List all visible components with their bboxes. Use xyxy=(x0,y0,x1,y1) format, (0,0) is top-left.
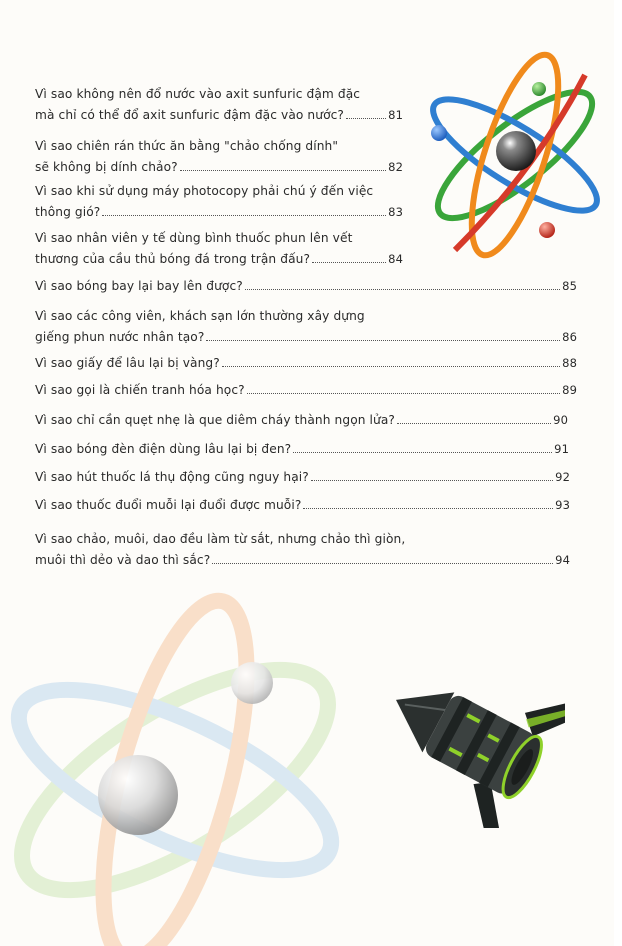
leader-dots xyxy=(397,423,551,424)
leader-dots xyxy=(311,480,553,481)
leader-dots xyxy=(312,262,386,263)
toc-entry-title: Vì sao nhân viên y tế dùng bình thuốc phun lên vết xyxy=(35,231,353,245)
toc-entry[interactable] xyxy=(35,495,570,516)
toc-entry[interactable] xyxy=(35,136,403,178)
leader-dots xyxy=(180,170,386,171)
leader-dots xyxy=(245,289,560,290)
toc-entry-title: Vì sao chiên rán thức ăn bằng "chảo chống dính" xyxy=(35,139,339,153)
leader-dots xyxy=(293,452,552,453)
toc-entry[interactable] xyxy=(35,276,577,297)
page-number: 93 xyxy=(555,498,570,512)
leader-dots xyxy=(346,118,386,119)
leader-dots xyxy=(303,508,553,509)
page-number: 82 xyxy=(388,160,403,174)
leader-dots xyxy=(222,366,560,367)
toc-entry-title: Vì sao không nên đổ nước vào axit sunfuric đậm đặc xyxy=(35,87,361,101)
toc-entry-title: thương của cầu thủ bóng đá trong trận đấu? xyxy=(35,252,311,266)
leader-dots xyxy=(247,393,560,394)
toc-entry-title: mà chỉ có thể đổ axit sunfuric đậm đặc vào nước? xyxy=(35,108,344,122)
page-number: 89 xyxy=(562,383,577,397)
toc-entry-title: Vì sao khi sử dụng máy photocopy phải chú ý đến việc xyxy=(35,184,374,198)
toc-entry-title: Vì sao bóng đèn điện dùng lâu lại bị đen? xyxy=(35,442,292,456)
toc-entry-title: Vì sao gọi là chiến tranh hóa học? xyxy=(35,383,245,397)
leader-dots xyxy=(206,340,560,341)
toc-entry-title: giếng phun nước nhân tạo? xyxy=(35,330,205,344)
page-number: 85 xyxy=(562,279,577,293)
toc-entry[interactable] xyxy=(35,410,568,431)
toc-entry-title: Vì sao chảo, muôi, dao đều làm từ sắt, nhưng chảo thì giòn, xyxy=(35,532,406,546)
toc-entry[interactable] xyxy=(35,181,403,223)
page-number: 90 xyxy=(553,413,568,427)
toc-entry[interactable] xyxy=(35,380,577,401)
toc-entry[interactable] xyxy=(35,306,577,348)
toc-entry[interactable] xyxy=(35,439,569,460)
page-number: 83 xyxy=(388,205,403,219)
toc-entry[interactable] xyxy=(35,467,570,488)
page-number: 84 xyxy=(388,252,403,266)
toc-entry[interactable] xyxy=(35,353,577,374)
leader-dots xyxy=(102,215,386,216)
page-number: 88 xyxy=(562,356,577,370)
leader-dots xyxy=(212,563,553,564)
toc-entry-title: sẽ không bị dính chảo? xyxy=(35,160,178,174)
page-edge xyxy=(614,0,622,946)
toc-entry[interactable] xyxy=(35,84,403,126)
toc-entry[interactable] xyxy=(35,228,403,270)
toc-entry[interactable] xyxy=(35,529,570,571)
toc-entry-title: thông gió? xyxy=(35,205,101,219)
toc-entry-title: Vì sao giấy để lâu lại bị vàng? xyxy=(35,356,220,370)
page-number: 91 xyxy=(554,442,569,456)
page-number: 86 xyxy=(562,330,577,344)
toc-entry-title: Vì sao chỉ cần quẹt nhẹ là que diêm cháy thành ngọn lửa? xyxy=(35,413,395,427)
toc-entry-title: Vì sao bóng bay lại bay lên được? xyxy=(35,279,243,293)
toc-entry-title: Vì sao thuốc đuổi muỗi lại đuổi được muỗi? xyxy=(35,498,302,512)
toc-entry-title: muôi thì dẻo và dao thì sắc? xyxy=(35,553,211,567)
toc-entry-title: Vì sao các công viên, khách sạn lớn thường xây dựng xyxy=(35,309,365,323)
page-number: 81 xyxy=(388,108,403,122)
page-number: 92 xyxy=(555,470,570,484)
toc-entry-title: Vì sao hút thuốc lá thụ động cũng nguy hại? xyxy=(35,470,309,484)
page-number: 94 xyxy=(555,553,570,567)
